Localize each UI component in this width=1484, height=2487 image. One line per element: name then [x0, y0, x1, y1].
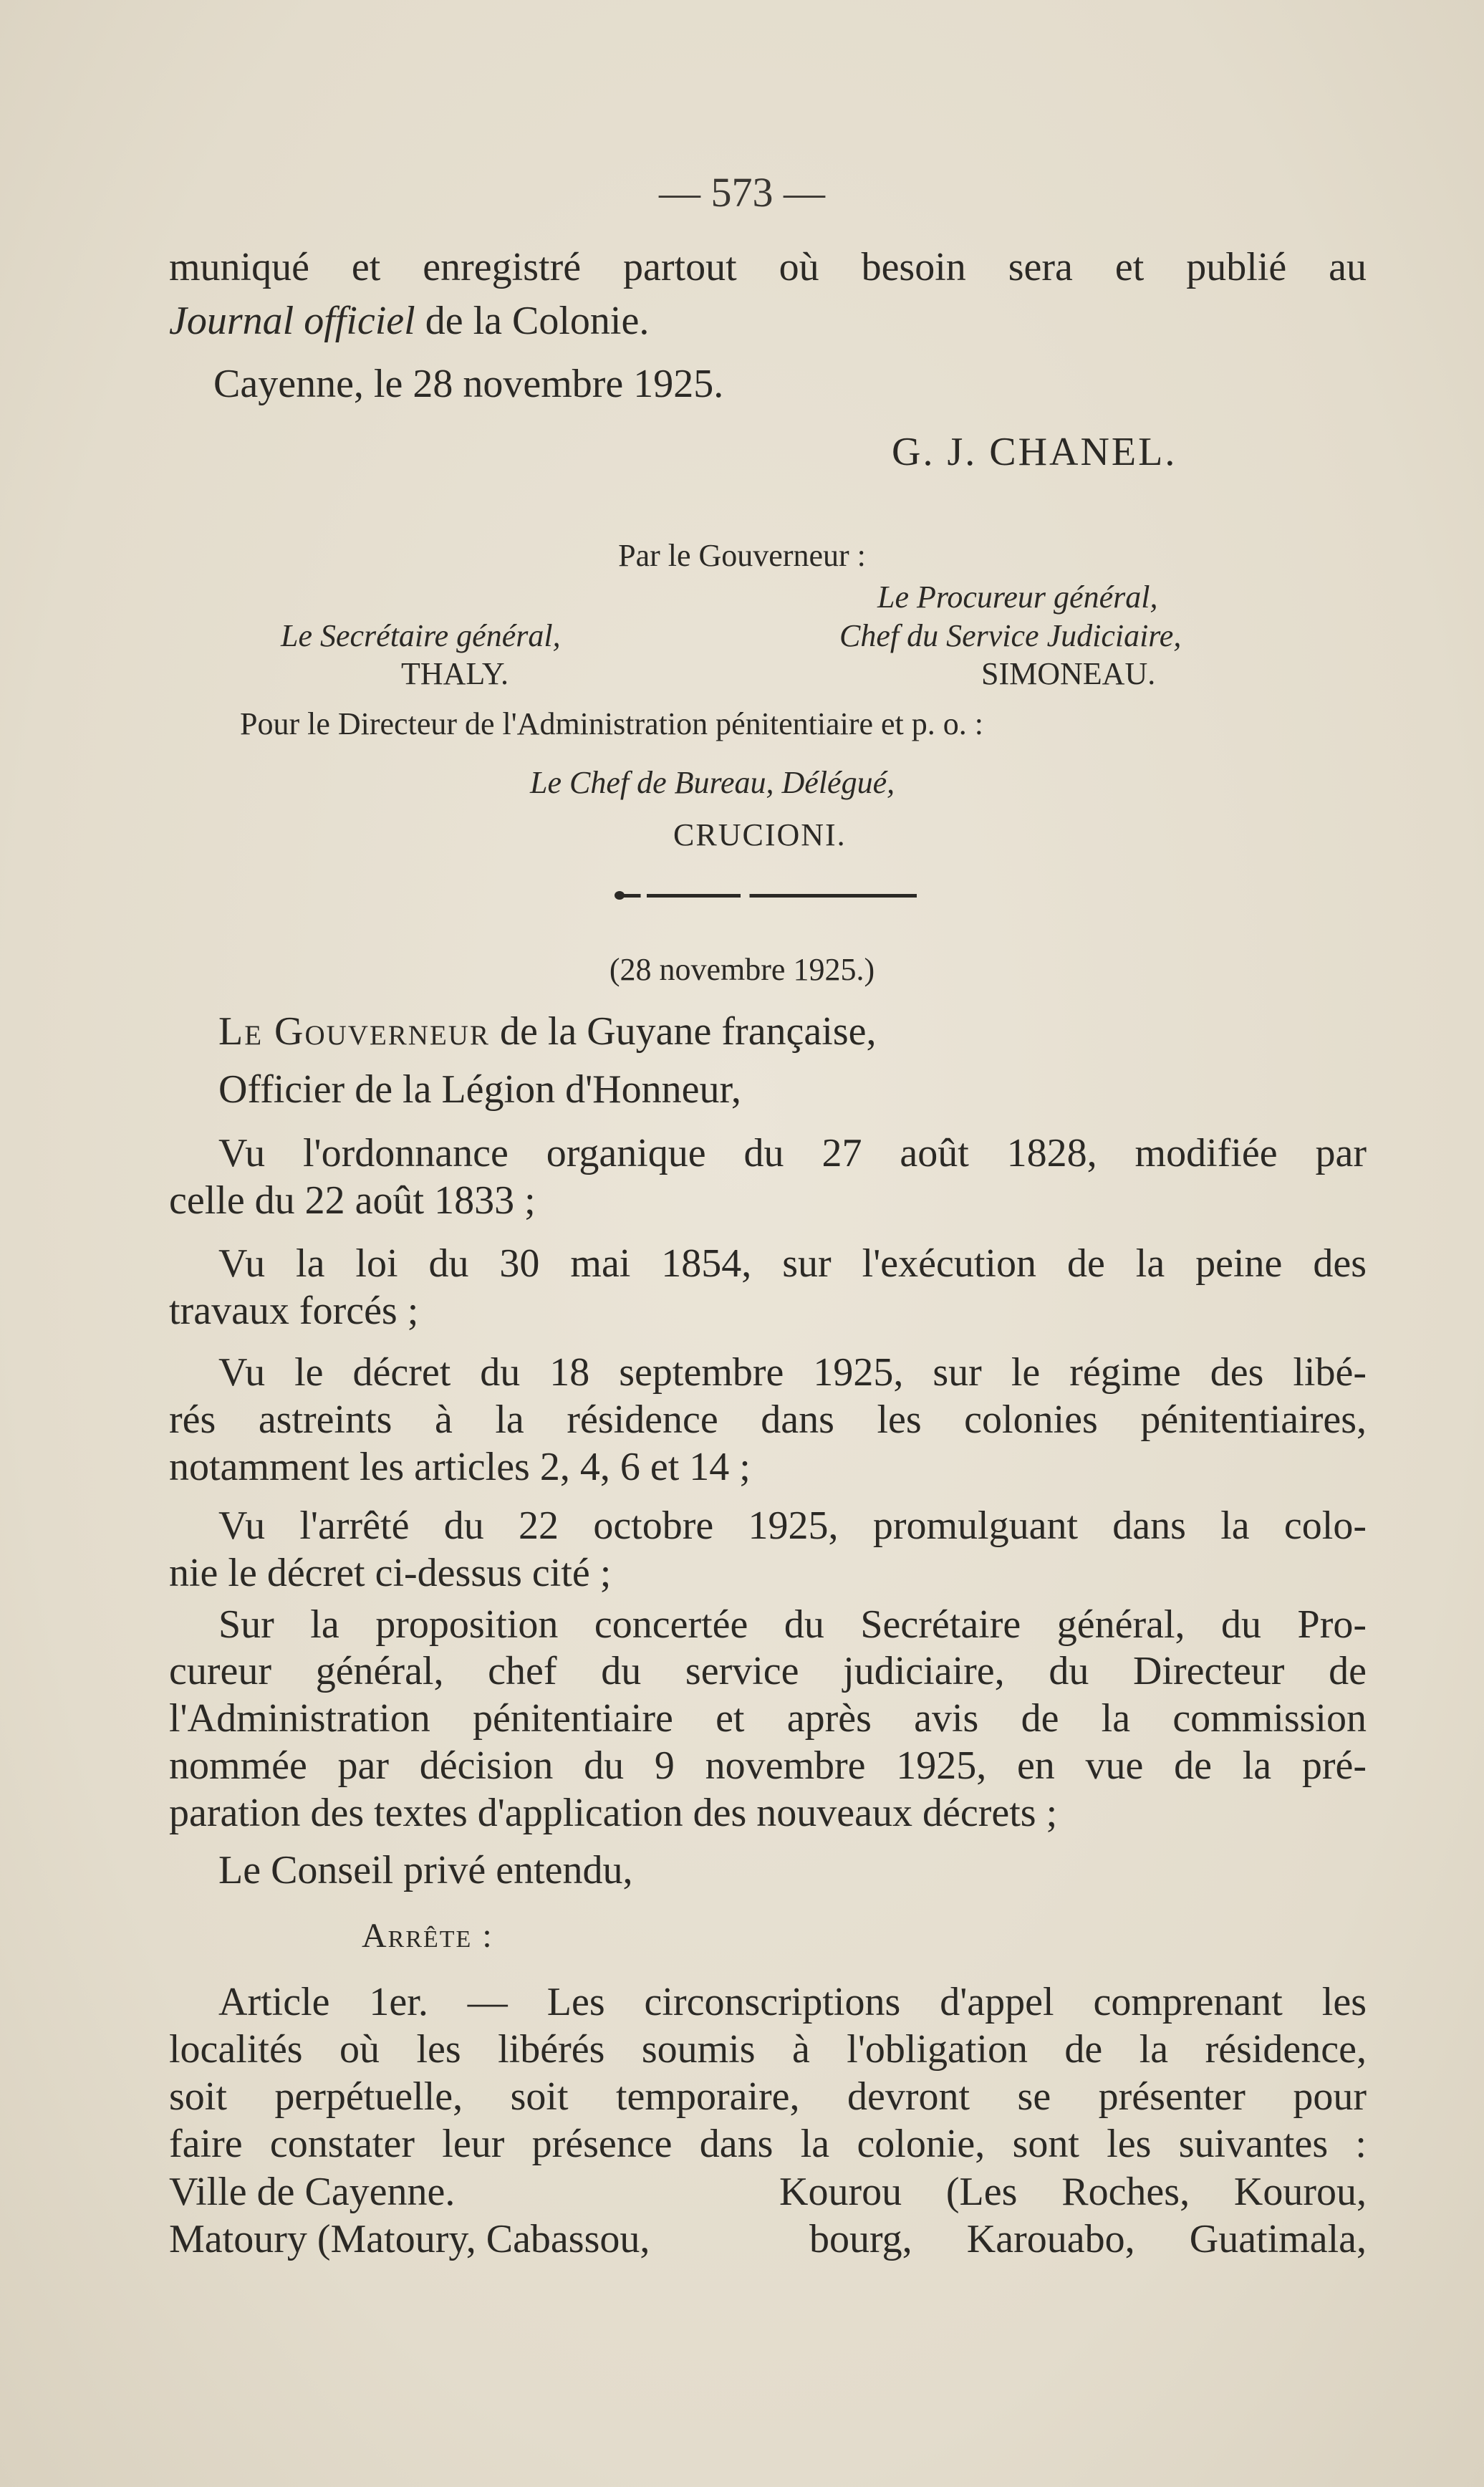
- sur-line: nommée par décision du 9 novembre 1925, en vue de la pré-: [169, 1743, 1367, 1788]
- chef-bureau-title: Le Chef de Bureau, Délégué,: [530, 765, 895, 800]
- article-line: localités où les libérés soumis à l'obligation de la résidence,: [169, 2027, 1367, 2072]
- decree-date: (28 novembre 1925.): [609, 952, 875, 987]
- chef-bureau-name: CRUCIONI.: [673, 817, 847, 852]
- procureur-title: Le Procureur général,: [877, 579, 1158, 615]
- list-item: Matoury (Matoury, Cabassou,: [169, 2217, 650, 2261]
- vu-line: notamment les articles 2, 4, 6 et 14 ;: [169, 1445, 751, 1489]
- text-line: muniqué et enregistré partout où besoin sera et publié au: [169, 245, 1367, 289]
- gouverneur-heading: [218, 1008, 876, 1055]
- list-item: Kourou (Les Roches, Kourou,: [779, 2170, 1367, 2214]
- sur-line: cureur général, chef du service judiciaire, du Directeur de: [169, 1649, 1367, 1693]
- page-number: — 573 —: [659, 169, 825, 216]
- text-fragment: de la Colonie.: [415, 299, 650, 343]
- journal-title: Journal officiel: [169, 299, 415, 343]
- article-line: soit perpétuelle, soit temporaire, devront se présenter pour: [169, 2074, 1367, 2119]
- vu-line: Vu l'ordonnance organique du 27 août 1828, modifiée par: [218, 1131, 1367, 1175]
- place-date: Cayenne, le 28 novembre 1925.: [213, 362, 724, 406]
- sur-line: paration des textes d'application des nouveaux décrets ;: [169, 1791, 1058, 1835]
- par-le-gouverneur: Par le Gouverneur :: [618, 538, 866, 573]
- vu-line: rés astreints à la résidence dans les colonies pénitentiaires,: [169, 1398, 1367, 1442]
- list-item: bourg, Karouabo, Guatimala,: [809, 2217, 1367, 2261]
- list-item: Ville de Cayenne.: [169, 2170, 456, 2214]
- text-line: [169, 297, 649, 345]
- officier-line: Officier de la Légion d'Honneur,: [218, 1067, 741, 1112]
- signatory-name: G. J. CHANEL.: [892, 430, 1177, 474]
- conseil-line: Le Conseil privé entendu,: [218, 1848, 633, 1892]
- procureur-name: SIMONEAU.: [981, 656, 1156, 691]
- vu-line: travaux forcés ;: [169, 1289, 419, 1333]
- sur-line: Sur la proposition concertée du Secrétaire général, du Pro-: [218, 1602, 1367, 1647]
- vu-line: celle du 22 août 1833 ;: [169, 1178, 536, 1223]
- vu-line: nie le décret ci-dessus cité ;: [169, 1551, 612, 1595]
- chef-service-title: Chef du Service Judiciaire,: [839, 618, 1182, 653]
- vu-line: Vu le décret du 18 septembre 1925, sur le régime des libé-: [218, 1350, 1367, 1395]
- gouverneur-title: Le Gouverneur: [218, 1009, 490, 1054]
- separator-rule: [623, 894, 917, 898]
- secretaire-title: Le Secrétaire général,: [281, 618, 561, 653]
- article-line: Article 1er. — Les circonscriptions d'appel comprenant les: [218, 1980, 1367, 2024]
- vu-line: Vu la loi du 30 mai 1854, sur l'exécution de la peine des: [218, 1241, 1367, 1286]
- pour-le-directeur: Pour le Directeur de l'Administration pénitentiaire et p. o. :: [240, 706, 983, 741]
- text-fragment: de la Guyane française,: [489, 1009, 877, 1054]
- vu-line: Vu l'arrêté du 22 octobre 1925, promulguant dans la colo-: [218, 1504, 1367, 1548]
- sur-line: l'Administration pénitentiaire et après avis de la commission: [169, 1696, 1367, 1741]
- arrete-heading: Arrête :: [362, 1917, 493, 1955]
- article-line: faire constater leur présence dans la colonie, sont les suivantes :: [169, 2122, 1367, 2166]
- secretaire-name: THALY.: [401, 656, 509, 691]
